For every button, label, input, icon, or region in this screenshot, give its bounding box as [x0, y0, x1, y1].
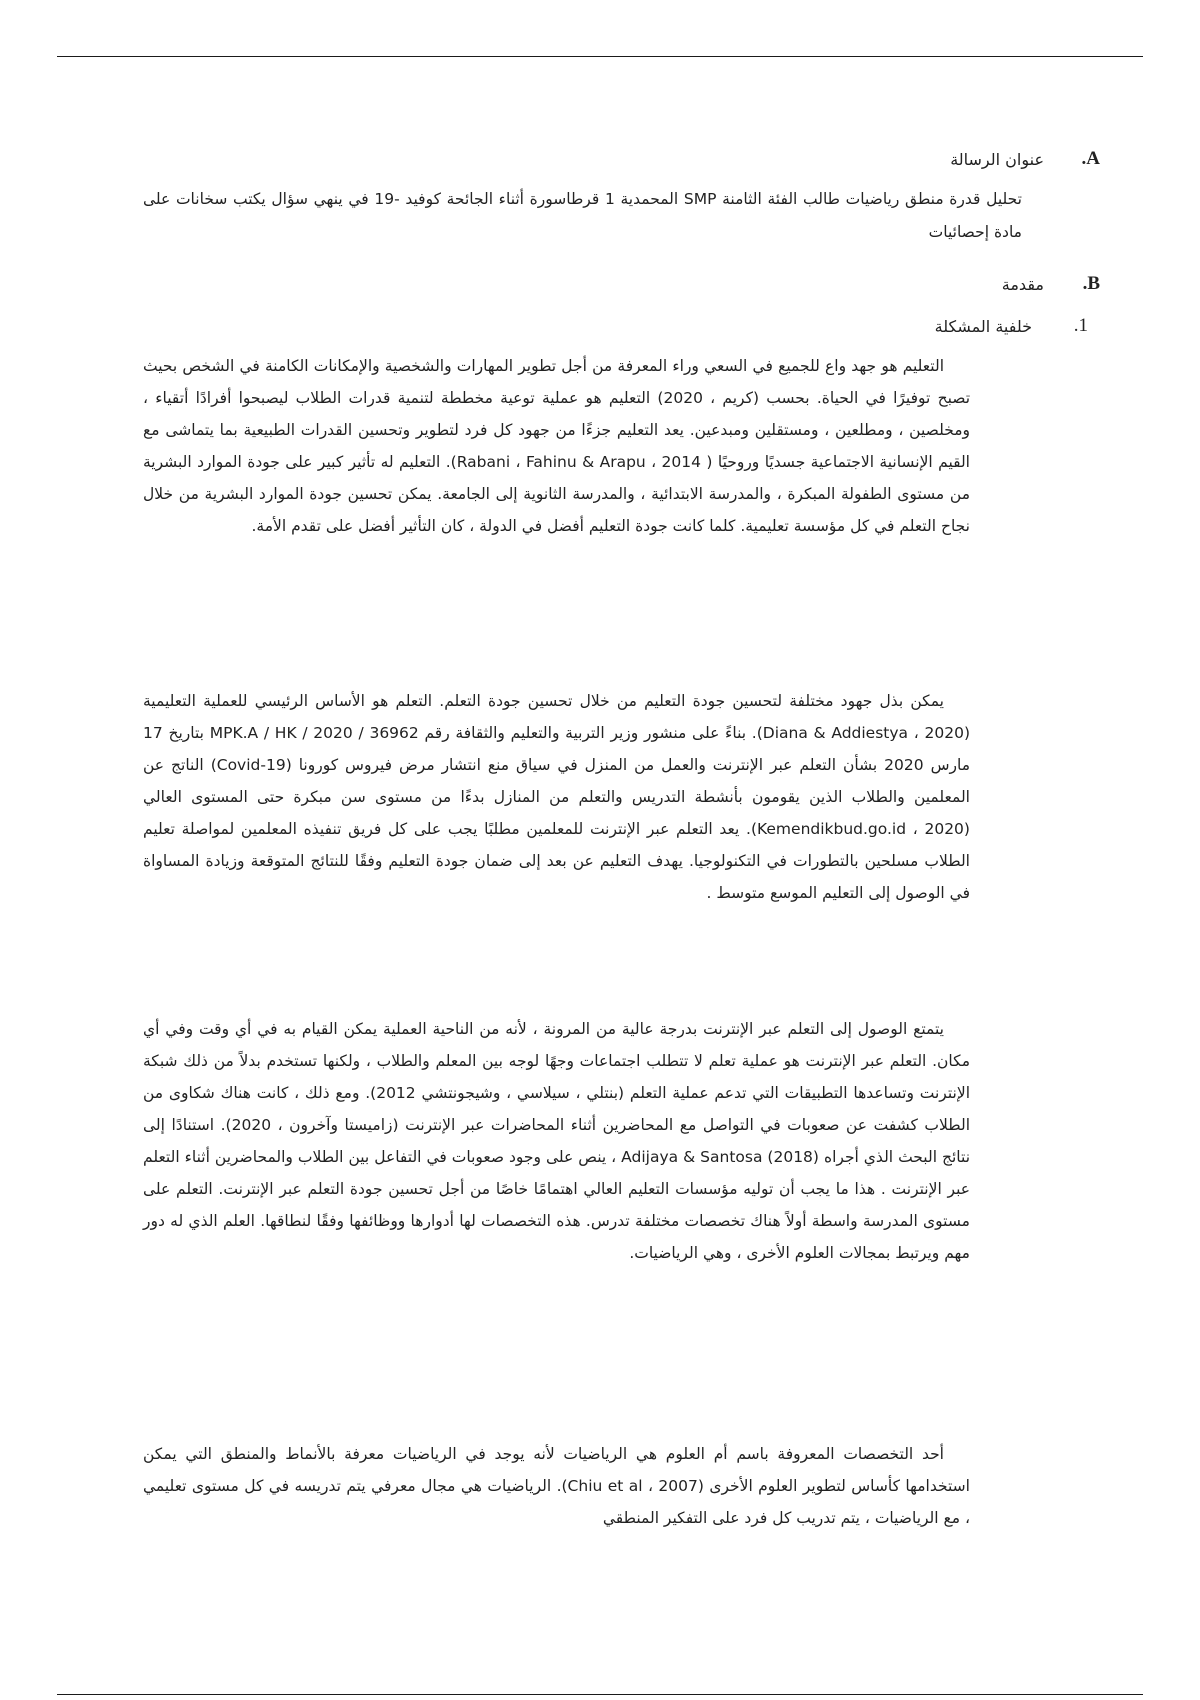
subsection-1-heading: [935, 312, 1088, 340]
footer-rule: [57, 1694, 1143, 1695]
subsection-1-title-label: خلفية المشكلة: [934, 316, 1032, 336]
section-b-heading: [1002, 270, 1100, 298]
paragraph-1: التعليم هو جهد واع للجميع في السعي وراء المعرفة من أجل تطوير المهارات والشخصية والإمكانات الكامنة في الشخص بحيث تصبح توفيرًا في الحياة. بحسب (كريم ، 2020) التعليم هو عملية توعية مخططة لتنمية قدرات الطلاب ليصبحوا أفرادًا أتقياء ، ومخلصين ، ومطلعين ، ومستقلين ومبدعين. يعد التعليم جزءًا من جهود كل فرد لتطوير وتحسين القدرات الطبيعية بما يتماشى مع القيم الإنسانية الاجتماعية جسديًا وروحيًا ( Rabani ، Fahinu & Arapu ، 2014). التعليم له تأثير كبير على جودة الموارد البشرية من مستوى الطفولة المبكرة ، والمدرسة الابتدائية ، والمدرسة الثانوية إلى الجامعة. يمكن تحسين جودة الموارد البشرية من خلال نجاح التعلم في كل مؤسسة تعليمية. كلما كانت جودة التعليم أفضل في الدولة ، كان التأثير أفضل على تقدم الأمة.: [143, 357, 971, 535]
section-a-title-label: عنوان الرسالة: [950, 149, 1044, 169]
section-b-title-label: مقدمة: [1001, 274, 1044, 294]
section-b-marker: B.: [1082, 273, 1100, 294]
paragraph-4: أحد التخصصات المعروفة باسم أم العلوم هي الرياضيات لأنه يوجد في الرياضيات معرفة بالأنماط والمنطق التي يمكن استخدامها كأساس لتطوير العلوم الأخرى (Chiu et al ، 2007). الرياضيات هي مجال معرفي يتم تدريسه في كل مستوى تعليمي ، مع الرياضيات ، يتم تدريب كل فرد على التفكير المنطقي: [143, 1445, 970, 1527]
paragraph-2: يمكن بذل جهود مختلفة لتحسين جودة التعليم من خلال تحسين جودة التعلم. التعلم هو الأساس الرئيسي للعملية التعليمية (Diana & Addiestya ، 2020). بناءً على منشور وزير التربية والتعليم والثقافة رقم 36962 / MPK.A / HK / 2020 بتاريخ 17 مارس 2020 بشأن التعلم عبر الإنترنت والعمل من المنزل في سياق منع انتشار مرض فيروس كورونا (Covid-19) الناتج عن المعلمين والطلاب الذين يقومون بأنشطة التدريس والتعلم من المنازل بدءًا من مستوى سن مبكرة حتى المستوى العالي (Kemendikbud.go.id ، 2020). يعد التعلم عبر الإنترنت للمعلمين مطلبًا يجب على كل فريق تنفيذه المعلمين لمواصلة تعليم الطلاب مسلحين بالتطورات في التكنولوجيا. يهدف التعليم عن بعد إلى ضمان جودة التعليم وفقًا للنتائج المتوقعة وزيادة المساواة في الوصول إلى التعليم الموسع متوسط .: [143, 692, 971, 902]
thesis-title: تحليل قدرة منطق رياضيات طالب الفئة الثامنة SMP المحمدية 1 قرطاسورة أثناء الجائحة كوفيد -19 في ينهي سؤال يكتب سخانات على مادة إحصائيات: [143, 190, 1022, 241]
section-a-heading: [950, 145, 1100, 173]
paragraph-3: يتمتع الوصول إلى التعلم عبر الإنترنت بدرجة عالية من المرونة ، لأنه من الناحية العملية يمكن القيام به في أي وقت وفي أي مكان. التعلم عبر الإنترنت هو عملية تعلم لا تتطلب اجتماعات وجهًا لوجه بين المعلم والطلاب ، ولكنها تستخدم بدلاً من ذلك شبكة الإنترنت وتساعدها التطبيقات التي تدعم عملية التعلم (بنتلي ، سيلاسي ، وشيجونتشي 2012). ومع ذلك ، كانت هناك شكاوى من الطلاب كشفت عن صعوبات في التواصل مع المحاضرين أثناء المحاضرات عبر الإنترنت (زاميستا وآخرون ، 2020). استنادًا إلى نتائج البحث الذي أجراه Adijaya & Santosa (2018) ، ينص على وجود صعوبات في التفاعل بين الطلاب والمحاضرين أثناء التعلم عبر الإنترنت . هذا ما يجب أن توليه مؤسسات التعليم العالي اهتمامًا خاصًا من أجل تحسين جودة التعلم عبر الإنترنت. التعلم على مستوى المدرسة واسطة أولاً هناك تخصصات مختلفة تدرس. هذه التخصصات لها أدوارها ووظائفها وفقًا لنطاقها. العلم الذي له دور مهم ويرتبط بمجالات العلوم الأخرى ، وهي الرياضيات.: [143, 1020, 971, 1262]
subsection-1-marker: 1.: [1073, 315, 1088, 336]
section-a-marker: A.: [1081, 148, 1100, 169]
header-rule: [57, 56, 1143, 57]
